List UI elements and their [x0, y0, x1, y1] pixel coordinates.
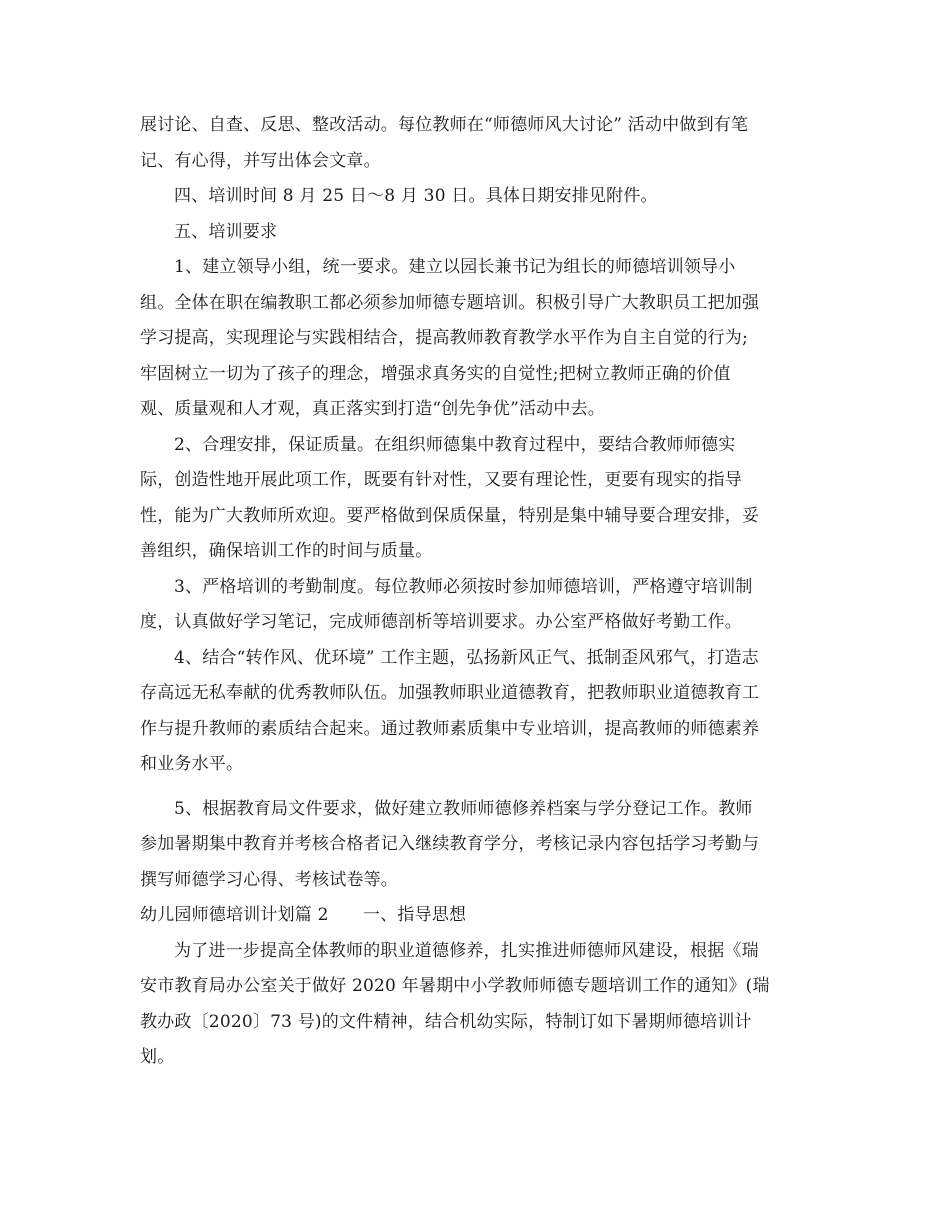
text-line: 4、结合“转作风、优环境” 工作主题，弘扬新风正气、抵制歪风邪气，打造志 [174, 647, 759, 668]
text-line: 3、严格培训的考勤制度。每位教师必须按时参加师德培训，严格遵守培训制 [174, 576, 753, 597]
text-line: 度，认真做好学习笔记，完成师德剖析等培训要求。办公室严格做好考勤工作。 [140, 612, 742, 632]
text-line: 1、建立领导小组，统一要求。建立以园长兼书记为组长的师德培训领导小 [174, 257, 736, 277]
text-line: 5、根据教育局文件要求，做好建立教师师德修养档案与学分登记工作。教师 [174, 798, 753, 819]
text-line: 教办政〔2020〕73 号)的文件精神，结合机幼实际，特制订如下暑期师德培训计 [140, 1011, 752, 1032]
text-line: 性，能为广大教师所欢迎。要严格做到保质保量，特别是集中辅导要合理安排，妥 [140, 505, 760, 526]
text-line: 展讨论、自查、反思、整改活动。每位教师在“师德师风大讨论” 活动中做到有笔 [140, 115, 749, 135]
text-line: 划。 [140, 1047, 175, 1067]
paragraph-gap [140, 783, 812, 792]
text-line: 和业务水平。 [140, 754, 244, 774]
text-line: 为了进一步提高全体教师的职业道德修养，扎实推进师德师风建设，根据《瑞 [174, 940, 759, 961]
text-line: 撰写师德学习心得、考核试卷等。 [140, 869, 398, 890]
text-line: 际，创造性地开展此项工作，既要有针对性，又要有理论性，更要有现实的指导 [140, 470, 742, 490]
text-line: 参加暑期集中教育并考核合格者记入继续教育学分，考核记录内容包括学习考勤与 [140, 834, 760, 854]
text-line: 善组织，确保培训工作的时间与质量。 [140, 541, 433, 561]
text-line: 组。全体在职在编教职工都必须参加师德专题培训。积极引导广大教职员工把加强 [140, 292, 760, 313]
text-line: 作与提升教师的素质结合起来。通过教师素质集中专业培训，提高教师的师德素养 [140, 718, 760, 739]
text-line: 存高远无私奉献的优秀教师队伍。加强教师职业道德教育，把教师职业道德教育工 [140, 683, 760, 703]
text-line: 安市教育局办公室关于做好 2020 年暑期中小学教师师德专题培训工作的通知》(瑞 [140, 976, 770, 996]
text-line: 四、培训时间 8 月 25 日～8 月 30 日。具体日期安排见附件。 [174, 186, 658, 206]
text-line: 幼儿园师德培训计划篇 2 一、指导思想 [140, 905, 467, 925]
text-line: 2、合理安排，保证质量。在组织师德集中教育过程中，要结合教师师德实 [174, 434, 736, 455]
text-line: 记、有心得，并写出体会文章。 [140, 150, 381, 171]
text-line: 学习提高，实现理论与实践相结合，提高教师教育教学水平作为自主自觉的行为; [140, 328, 748, 348]
text-line: 五、培训要求 [174, 221, 278, 242]
text-line: 观、质量观和人才观，真正落实到打造“创先争优”活动中去。 [140, 399, 605, 419]
document-page [140, 108, 812, 1076]
text-line: 牢固树立一切为了孩子的理念，增强求真务实的自觉性;把树立教师正确的价值 [140, 363, 731, 384]
